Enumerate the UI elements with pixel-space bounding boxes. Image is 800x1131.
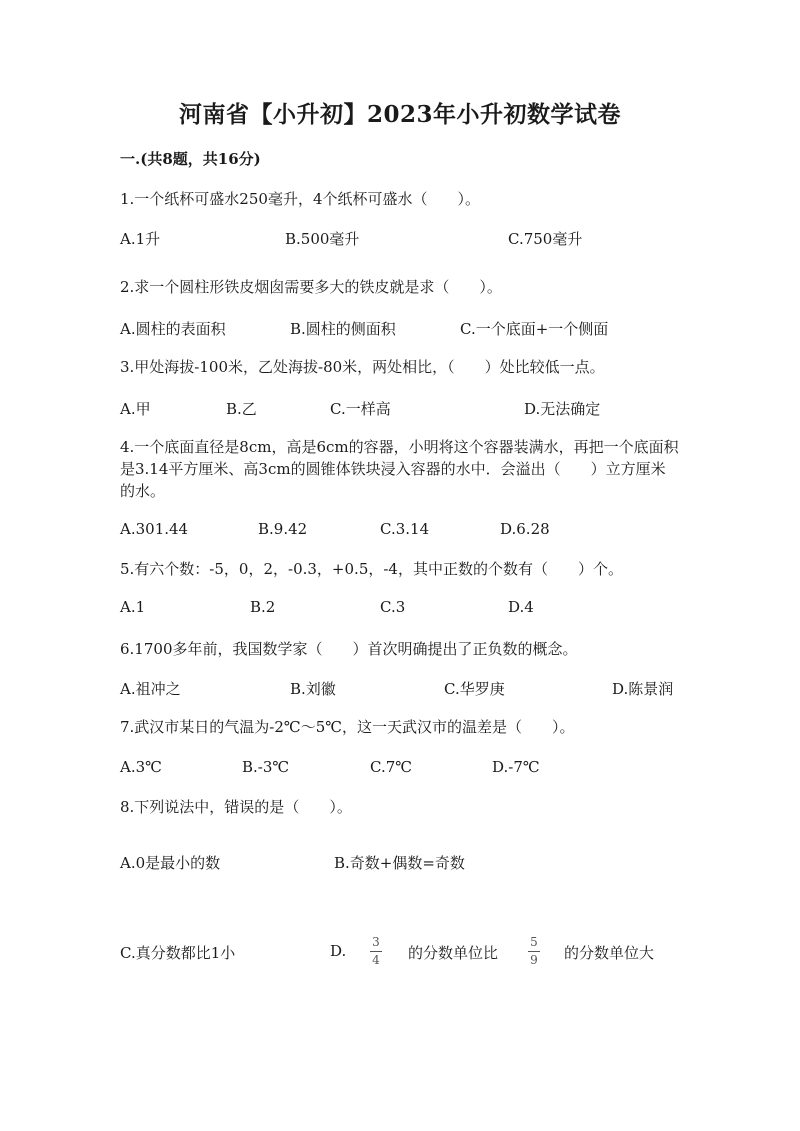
q3-option-c: C.一样高 [330, 400, 391, 418]
question-5: 5.有六个数：-5，0，2，-0.3，+0.5，-4，其中正数的个数有（ ）个。 [120, 560, 623, 578]
q3-option-b: B.乙 [226, 400, 257, 418]
exam-title: 河南省【小升初】2023年小升初数学试卷 [178, 101, 621, 128]
q8-option-d-prefix: D. [330, 942, 347, 960]
fraction-numerator: 5 [530, 935, 538, 949]
q6-option-d: D.陈景润 [612, 680, 674, 698]
q2-option-b: B.圆柱的侧面积 [290, 320, 396, 338]
question-8: 8.下列说法中，错误的是（ ）。 [120, 798, 352, 816]
q8-option-b: B.奇数+偶数=奇数 [334, 854, 465, 872]
q1-option-c: C.750毫升 [508, 230, 583, 248]
question-2: 2.求一个圆柱形铁皮烟囱需要多大的铁皮就是求（ ）。 [120, 278, 502, 296]
q1-option-b: B.500毫升 [285, 230, 360, 248]
q4-option-a: A.301.44 [120, 520, 189, 538]
q8-option-c: C.真分数都比1小 [120, 944, 236, 962]
question-7: 7.武汉市某日的气温为-2℃～5℃，这一天武汉市的温差是（ ）。 [120, 718, 575, 736]
q2-option-a: A.圆柱的表面积 [120, 320, 226, 338]
question-1: 1.一个纸杯可盛水250毫升，4个纸杯可盛水（ ）。 [120, 190, 480, 208]
q4-option-d: D.6.28 [500, 520, 550, 538]
q6-option-b: B.刘徽 [290, 680, 336, 698]
q3-option-d: D.无法确定 [524, 400, 601, 418]
q6-option-c: C.华罗庚 [444, 680, 505, 698]
fraction-numerator: 3 [372, 935, 380, 949]
q8-option-a: A.0是最小的数 [120, 854, 221, 872]
q8-option-d-suffix: 的分数单位大 [564, 944, 655, 962]
q7-option-b: B.-3℃ [242, 758, 290, 776]
q8-fraction-3-4 [370, 936, 382, 967]
q5-option-c: C.3 [380, 598, 406, 616]
q4-option-c: C.3.14 [380, 520, 430, 538]
q8-fraction-5-9 [528, 936, 540, 967]
q5-option-d: D.4 [508, 598, 534, 616]
q6-option-a: A.祖冲之 [120, 680, 181, 698]
q7-option-a: A.3℃ [120, 758, 162, 776]
fraction-denominator: 9 [530, 953, 538, 967]
q5-option-b: B.2 [250, 598, 276, 616]
q5-option-a: A.1 [120, 598, 146, 616]
q1-option-a: A.1升 [120, 230, 161, 248]
q7-option-d: D.-7℃ [492, 758, 540, 776]
q2-option-c: C.一个底面+一个侧面 [460, 320, 609, 338]
question-4: 4.一个底面直径是8cm，高是6cm的容器，小明将这个容器装满水，再把一个底面积是3.14平方厘米、高3cm的圆锥体铁块浸入容器的水中．会溢出（ ）立方厘米的水。 [120, 438, 679, 500]
q7-option-c: C.7℃ [370, 758, 413, 776]
fraction-bar [370, 951, 382, 952]
q8-option-d-middle: 的分数单位比 [408, 944, 499, 962]
section-heading: 一.(共8题，共16分) [120, 150, 261, 168]
question-6: 6.1700多年前，我国数学家（ ）首次明确提出了正负数的概念。 [120, 640, 578, 658]
q4-option-b: B.9.42 [258, 520, 308, 538]
q3-option-a: A.甲 [120, 400, 151, 418]
question-3: 3.甲处海拔-100米，乙处海拔-80米，两处相比，（ ）处比较低一点。 [120, 358, 605, 376]
fraction-bar [528, 951, 540, 952]
fraction-denominator: 4 [372, 953, 380, 967]
